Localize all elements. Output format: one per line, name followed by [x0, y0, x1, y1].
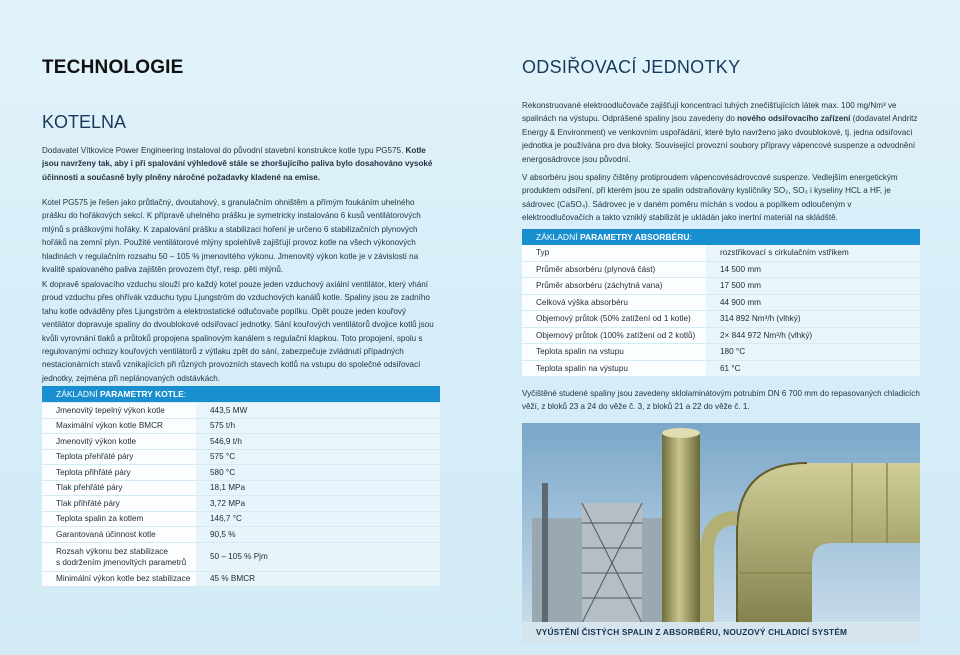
- table-row: [42, 449, 440, 465]
- param-value: 575 °C: [196, 449, 440, 465]
- param-value: 50 – 105 % Pjm: [196, 542, 440, 571]
- param-label: Průměr absorbéru (plynová část): [522, 261, 706, 278]
- param-label: Teplota spalin za kotlem: [42, 511, 196, 527]
- param-label: [42, 542, 196, 571]
- param-label: Teplota přihřáté páry: [42, 465, 196, 481]
- param-value: 2× 844 972 Nm³/h (vlhký): [706, 327, 920, 344]
- param-label: Maximální výkon kotle BMCR: [42, 418, 196, 434]
- table-row: [42, 465, 440, 481]
- param-value: 314 892 Nm³/h (vlhký): [706, 311, 920, 328]
- boiler-params-heading: [42, 386, 440, 402]
- table-row: [42, 527, 440, 543]
- absorber-photo: [522, 423, 920, 643]
- kotelna-paragraph-2: Kotel PG575 je řešen jako průtlačný, dvoutahový, s granulačním ohništěm a přímým foukáním uhelného prášku do hořákových sekcí. K přípravě uhelného prášku je symetricky instalováno 6 kusů ventilátorových mlýnů s práškovými hořáky. K zapalování prášku a stabilizaci hoření je určeno 6 stabilizačních plynových hořáků na zemní plyn. Použité ventilátorové mlýny spolehlivě zajišťují provoz kotle na všech výkonových hladinách v regulačním rozsahu 50 – 105 % jmenovitého výkonu. Jmenovitý výkon kotle je v závislosti na kvalitě spalovaného paliva zajištěn provozem čtyř, resp. pěti mlýnů.: [42, 198, 421, 275]
- param-label: Průměr absorbéru (záchytná vana): [522, 278, 706, 295]
- table-row: [522, 245, 920, 261]
- param-label: Garantovaná účinnost kotle: [42, 527, 196, 543]
- heading-bold: PARAMETRY KOTLE: [99, 389, 184, 399]
- kotelna-heading: KOTELNA: [42, 112, 127, 132]
- param-label: Minimální výkon kotle bez stabilizace: [42, 571, 196, 587]
- param-value: 575 t/h: [196, 418, 440, 434]
- param-value: 18,1 MPa: [196, 480, 440, 496]
- table-row: [42, 496, 440, 512]
- kotelna-paragraph-3: K dopravě spalovacího vzduchu slouží pro každý kotel pouze jeden vzduchový axiální ventilátor, který vhání proud vzduchu přes ohřívák vzduchu typu Ljungström do vzduchových kanálů kotle. Spaliny jsou ze zadního tahu kotle odváděny přes Ljungström a elektrostatické odlučovače popílku. Opět pouze jeden kouřový ventilátor dopravuje spaliny do dvoublokové odsiřovací jednotky. Sání kouřových ventilátorů dvojice kotlů jsou kvůli vyrovnání tlaků a průtoků propojena spalinovým kanálem s regulační klapkou. Toto propojení, spolu s regulovanými ochozy kouřových ventilátorů z výtlaku zpět do sání, zabezpečuje zvládnutí případných nestacionárních stavů vznikajících při různých provozních stavech kotlů na vstupu do společné odsiřovací jednotky, zejména při neplánovaných odstávkách.: [42, 280, 434, 383]
- heading-suffix: :: [183, 389, 187, 399]
- param-label: Teplota spalin na vstupu: [522, 344, 706, 361]
- table-row: [42, 480, 440, 496]
- param-label: Tlak přehřáté páry: [42, 480, 196, 496]
- para1-bold: nového odsiřovacího zařízení: [737, 114, 851, 124]
- param-label: Tlak přihřáté páry: [42, 496, 196, 512]
- para1-part-a: Rekonstruované elektroodlučovače zajišťují koncentraci tuhých znečišťujících látek max. 100 mg/Nm³ ve spalinách na výstupu. Odprášené spaliny jsou zavedeny do: [522, 101, 897, 124]
- param-label: Celková výška absorbéru: [522, 294, 706, 311]
- kotelna-intro: [42, 144, 440, 184]
- desulf-section-title: ODSIŘOVACÍ JEDNOTKY: [522, 57, 741, 77]
- param-label: Jmenovitý výkon kotle: [42, 434, 196, 450]
- table-row: [42, 542, 440, 571]
- table-row: [522, 294, 920, 311]
- para1-part-b: (dodavatel Andritz Energy & Environment) ve venkovním uspořádání, které bylo navrženo jako dvoublokové, tj. jedna odsiřovací jednotka je používána pro dva bloky. Související provozní soubory přípravy vápencové suspenze a odvodnění energosádrovce jsou původní.: [522, 114, 918, 164]
- table-row: [522, 278, 920, 295]
- param-value: 14 500 mm: [706, 261, 920, 278]
- table-row: [42, 418, 440, 434]
- param-value: 546,9 t/h: [196, 434, 440, 450]
- param-value: 61 °C: [706, 360, 920, 377]
- param-label: Objemový průtok (100% zatížení od 2 kotlů): [522, 327, 706, 344]
- boiler-params-table: [42, 403, 440, 587]
- desulf-paragraph-1: [522, 99, 920, 166]
- heading-bold: PARAMETRY ABSORBÉRU: [579, 232, 690, 242]
- table-row: [42, 511, 440, 527]
- param-value: 44 900 mm: [706, 294, 920, 311]
- table-row: [522, 360, 920, 377]
- intro-bold: Kotle jsou navrženy tak, aby i při spalování výhledově stále se zhoršujícího paliva bylo dosahováno vysoké účinnosti a současně byly plněny náročné požadavky kladené na emise.: [42, 146, 433, 182]
- table-row: [522, 261, 920, 278]
- absorber-params-heading: [522, 229, 920, 245]
- param-label-line-2: s dodržením jmenovitých parametrů: [56, 557, 187, 567]
- param-label: Jmenovitý tepelný výkon kotle: [42, 403, 196, 418]
- heading-prefix: ZÁKLADNÍ: [56, 389, 100, 399]
- heading-prefix: ZÁKLADNÍ: [536, 232, 580, 242]
- param-label: Teplota přehřáté páry: [42, 449, 196, 465]
- desulf-paragraph-3: Vyčištěné studené spaliny jsou zavedeny sklolaminátovým potrubím DN 6 700 mm do repasovaných chladicích věží, z bloků 23 a 24 do věže č. 3, z bloků 21 a 22 do věže č. 1.: [522, 389, 920, 412]
- param-label: Typ: [522, 245, 706, 261]
- photo-caption: VYÚSTĚNÍ ČISTÝCH SPALIN Z ABSORBÉRU, NOUZOVÝ CHLADICÍ SYSTÉM: [522, 622, 920, 643]
- param-value: 17 500 mm: [706, 278, 920, 295]
- param-value: 146,7 °C: [196, 511, 440, 527]
- param-value: 3,72 MPa: [196, 496, 440, 512]
- table-row: [42, 403, 440, 418]
- table-row: [42, 434, 440, 450]
- param-value: 580 °C: [196, 465, 440, 481]
- param-value: 443,5 MW: [196, 403, 440, 418]
- desulf-paragraph-2: V absorbéru jsou spaliny čištěny protiproudem vápencovésádrovcové suspenze. Vedlejším energetickým produktem odsíření, při kterém jsou ze spalin odstraňovány kysličníky SO₂, SO₃ i kyseliny HCL a HF, je sádrovec (CaSO₄). Sádrovec je v daném poměru míchán s vodou a popílkem odloučeným v elektroodlučovačích a takto vzniklý stabilizát je ukládán jako inertní materiál na skládště.: [522, 173, 898, 223]
- param-label-line-1: Rozsah výkonu bez stabilizace: [56, 546, 168, 556]
- intro-plain: Dodavatel Vítkovice Power Engineering instaloval do původní stavební konstrukce kotle typu PG575.: [42, 146, 404, 155]
- param-value: 180 °C: [706, 344, 920, 361]
- table-row: [522, 311, 920, 328]
- param-value: 90,5 %: [196, 527, 440, 543]
- page-section-title: TECHNOLOGIE: [42, 57, 184, 78]
- absorber-params-table: [522, 245, 920, 377]
- param-label: Teplota spalin na výstupu: [522, 360, 706, 377]
- table-row: [42, 571, 440, 587]
- table-row: [522, 344, 920, 361]
- industrial-plant-illustration: [522, 423, 920, 643]
- param-value: rozstřikovací s cirkulačním vstřikem: [706, 245, 920, 261]
- table-row: [522, 327, 920, 344]
- heading-suffix: :: [689, 232, 692, 242]
- param-value: 45 % BMCR: [196, 571, 440, 587]
- param-label: Objemový průtok (50% zatížení od 1 kotle): [522, 311, 706, 328]
